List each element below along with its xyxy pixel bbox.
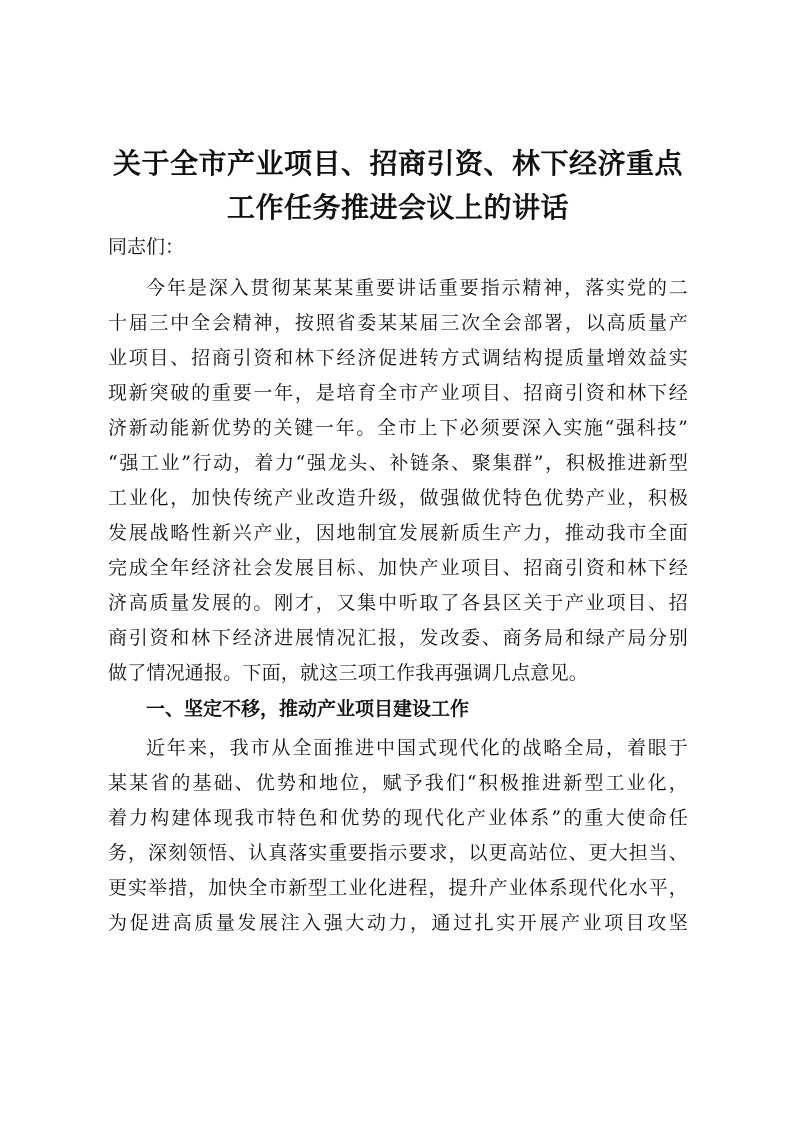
paragraph-line: 现新突破的重要一年，是培育全市产业项目、招商引资和林下经 [108, 382, 688, 404]
paragraph-line: 为促进高质量发展注入强大动力，通过扎实开展产业项目攻坚 [108, 912, 688, 934]
paragraph-line: 务，深刻领悟、认真落实重要指示要求，以更高站位、更大担当、 [108, 842, 688, 864]
paragraph-line: 某某省的基础、优势和地位，赋予我们“积极推进新型工业化， [108, 772, 688, 794]
paragraph-line: 十届三中全会精神，按照省委某某届三次全会部署，以高质量产 [108, 312, 688, 334]
title-line: 关于全市产业项目、招商引资、林下经济重点 [112, 147, 683, 180]
paragraph-line: 近年来，我市从全面推进中国式现代化的战略全局，着眼于 [146, 737, 688, 759]
paragraph-line: 工业化，加快传统产业改造升级，做强做优特色优势产业，积极 [108, 487, 688, 509]
paragraph-line: 济新动能新优势的关键一年。全市上下必须要深入实施“强科技” [108, 417, 688, 439]
paragraph-line: 今年是深入贯彻某某某重要讲话重要指示精神，落实党的二 [146, 277, 688, 299]
paragraph-line: 更实举措，加快全市新型工业化进程，提升产业体系现代化水平， [108, 877, 688, 899]
paragraph-line: 做了情况通报。下面，就这三项工作我再强调几点意见。 [108, 662, 589, 684]
paragraph-line: 发展战略性新兴产业，因地制宜发展新质生产力，推动我市全面 [108, 522, 688, 544]
paragraph-line: 业项目、招商引资和林下经济促进转方式调结构提质量增效益实 [108, 347, 688, 369]
paragraph-line: 完成全年经济社会发展目标、加快产业项目、招商引资和林下经 [108, 557, 688, 579]
paragraph-line: “强工业”行动，着力“强龙头、补链条、聚集群”，积极推进新型 [108, 452, 688, 474]
section-heading: 一、坚定不移，推动产业项目建设工作 [146, 698, 470, 720]
paragraph-line: 着力构建体现我市特色和优势的现代化产业体系”的重大使命任 [108, 807, 688, 829]
salutation: 同志们： [108, 236, 185, 258]
paragraph-intro [108, 271, 688, 691]
title-line: 工作任务推进会议上的讲话 [226, 191, 569, 224]
paragraph-line: 商引资和林下经济进展情况汇报，发改委、商务局和绿产局分别 [108, 627, 688, 649]
paragraph-section-one [108, 731, 688, 941]
document-title [108, 142, 688, 230]
paragraph-line: 济高质量发展的。刚才，又集中听取了各县区关于产业项目、招 [108, 592, 688, 614]
